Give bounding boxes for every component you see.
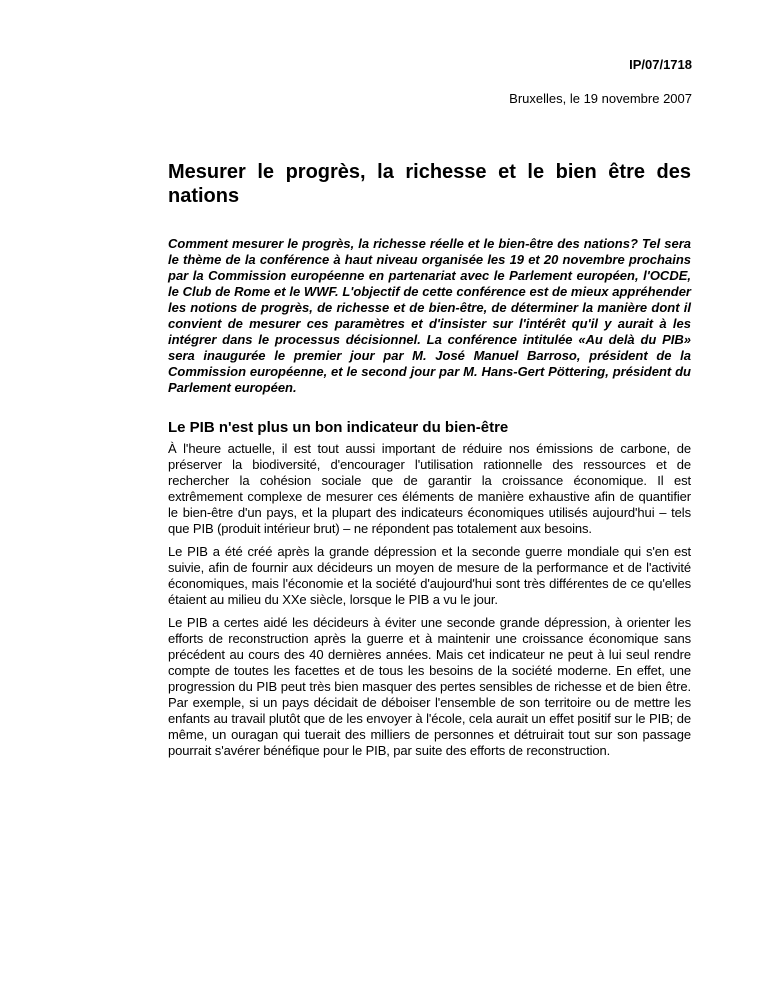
date-line: Bruxelles, le 19 novembre 2007: [509, 91, 692, 106]
body-paragraph-1: À l'heure actuelle, il est tout aussi important de réduire nos émissions de carbone, de préserver la biodiversité, d'encourager l'utilisation rationnelle des ressources et de rechercher la cohésion sociale que de garantir la croissance économique. Il est extrêmement complexe de mesurer ces éléments de manière exhaustive afin de quantifier le bien-être d'un pays, et la plupart des indicateurs économiques utilisés aujourd'hui – tels que PIB (produit intérieur brut) – ne répondent pas totalement aux besoins.: [168, 441, 691, 536]
body-paragraph-2: Le PIB a été créé après la grande dépression et la seconde guerre mondiale qui s'en est suivie, afin de fournir aux décideurs un moyen de mesure de la performance et de l'activité économiques, mais l'économie et la société d'aujourd'hui sont très différentes de ce qu'elles étaient au milieu du XXe siècle, lorsque le PIB a vu le jour.: [168, 544, 691, 607]
section-heading: Le PIB n'est plus un bon indicateur du bien-être: [168, 419, 509, 436]
lead-paragraph: Comment mesurer le progrès, la richesse réelle et le bien-être des nations? Tel sera le thème de la conférence à haut niveau organisée les 19 et 20 novembre prochains par la Commission européenne en partenariat avec le Parlement européen, l'OCDE, le Club de Rome et le WWF. L'objectif de cette conférence est de mieux appréhender les notions de progrès, de richesse et de bien-être, de déterminer la manière dont il convient de mesurer ces paramètres et d'insister sur l'intérêt qu'il y aurait à les intégrer dans le processus décisionnel. La conférence intitulée «Au delà du PIB» sera inaugurée le premier jour par M. José Manuel Barroso, président de la Commission européenne, et le second jour par M. Hans-Gert Pöttering, président du Parlement européen.: [168, 236, 691, 395]
press-release-reference: IP/07/1718: [629, 57, 692, 72]
page-title: Mesurer le progrès, la richesse et le bien être des nations: [168, 161, 691, 207]
body-paragraph-3: Le PIB a certes aidé les décideurs à éviter une seconde grande dépression, à orienter les efforts de reconstruction après la guerre et à maintenir une croissance économique sans précédent au cours des 40 dernières années. Mais cet indicateur ne peut à lui seul rendre compte de toutes les facettes et de tous les besoins de la société moderne. En effet, une progression du PIB peut très bien masquer des pertes sensibles de richesse et de bien être. Par exemple, si un pays décidait de déboiser l'ensemble de son territoire ou de mettre les enfants au travail plutôt que de les envoyer à l'école, cela aurait un effet positif sur le PIB; de même, un ouragan qui tuerait des milliers de personnes et détruirait tout sur son passage pourrait s'avérer bénéfique pour le PIB, par suite des efforts de reconstruction.: [168, 615, 691, 758]
document-body: [168, 236, 691, 766]
